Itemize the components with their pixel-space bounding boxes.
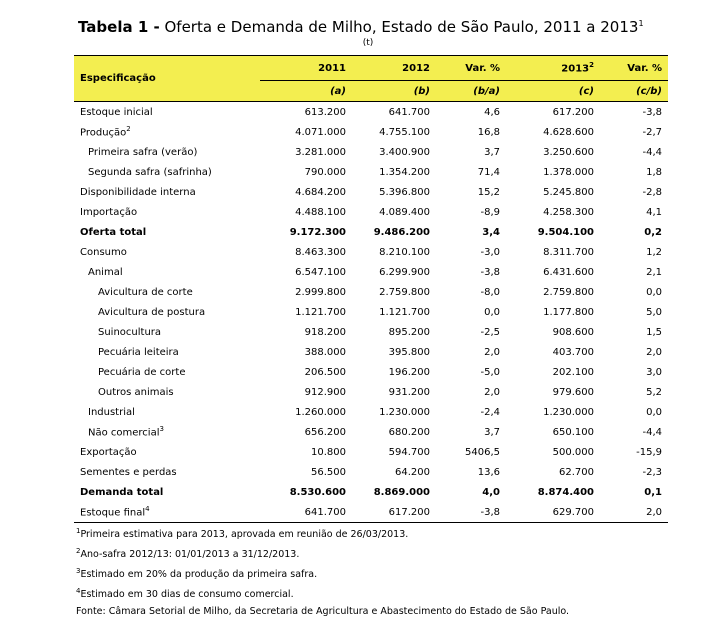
row-label-text: Suinocultura — [98, 326, 162, 338]
row-label-text: Estoque inicial — [80, 106, 153, 118]
row-value: 1,8 — [646, 166, 662, 178]
row-value: 2.759.800 — [379, 286, 430, 298]
footnote-text: Estimado em 20% da produção da primeira safra. — [80, 569, 318, 581]
row-value: 680.200 — [388, 426, 430, 438]
row-value: 617.200 — [352, 502, 436, 523]
row-value: 5,0 — [646, 306, 662, 318]
row-value: 9.486.200 — [373, 226, 430, 238]
row-label-text: Oferta total — [80, 226, 147, 238]
table-title — [78, 18, 644, 36]
table-row — [74, 482, 668, 502]
table-row — [74, 102, 668, 123]
row-label — [74, 122, 260, 142]
table-row — [74, 182, 668, 202]
row-value: 1.378.000 — [543, 166, 594, 178]
footnote — [76, 543, 569, 563]
row-label-text: Estoque final — [80, 507, 146, 519]
header-2013-label: 2013 — [561, 63, 590, 75]
row-value: 1.230.000 — [543, 406, 594, 418]
row-label-text: Exportação — [80, 446, 137, 458]
row-value: -2,3 — [642, 466, 662, 478]
row-value: 4,1 — [646, 206, 662, 218]
row-label-text: Outros animais — [98, 386, 174, 398]
row-value: 0,0 — [646, 406, 662, 418]
row-value: 206.500 — [304, 366, 346, 378]
row-value: 629.700 — [506, 502, 600, 523]
table-title-text: Oferta e Demanda de Milho, Estado de São Paulo, 2011 a 2013 — [164, 18, 639, 36]
source-note — [76, 604, 569, 620]
row-value: 202.100 — [552, 366, 594, 378]
row-value: 15,2 — [477, 186, 500, 198]
table-row — [74, 362, 668, 382]
row-value: 3,7 — [484, 146, 500, 158]
row-label — [74, 502, 260, 523]
row-value: 5.396.800 — [379, 186, 430, 198]
row-value: 2,0 — [484, 386, 500, 398]
row-label — [74, 242, 260, 262]
row-value: 918.200 — [304, 326, 346, 338]
row-value: 4.089.400 — [379, 206, 430, 218]
row-value: 403.700 — [552, 346, 594, 358]
footnote-text: Fonte: Câmara Setorial de Milho, da Secretaria de Agricultura e Abastecimento do Estado de São Paulo. — [76, 605, 570, 617]
row-label-text: Não comercial — [88, 427, 160, 439]
row-label — [74, 162, 260, 182]
row-value: -15,9 — [636, 446, 662, 458]
header-var-cb: Var. % — [600, 56, 668, 81]
row-value: 2,1 — [646, 266, 662, 278]
supply-demand-table — [74, 55, 668, 523]
row-value: 613.200 — [304, 106, 346, 118]
header-var-ba: Var. % — [436, 56, 506, 81]
header-2012: 2012 — [352, 56, 436, 81]
row-value: 650.100 — [552, 426, 594, 438]
table-body — [74, 102, 668, 523]
footnote-text: Ano-safra 2012/13: 01/01/2013 a 31/12/2013. — [80, 549, 300, 561]
header-2013-footnote-ref: 2 — [589, 61, 594, 70]
row-value: 641.700 — [260, 502, 352, 523]
row-value: 8.463.300 — [295, 246, 346, 258]
row-value: 895.200 — [388, 326, 430, 338]
row-value: 1.230.000 — [379, 406, 430, 418]
row-value: 9.172.300 — [289, 226, 346, 238]
row-value: 13,6 — [477, 466, 500, 478]
row-value: 790.000 — [304, 166, 346, 178]
table-row — [74, 302, 668, 322]
row-footnote-ref: 2 — [126, 125, 131, 134]
row-label — [74, 182, 260, 202]
row-value: 4,0 — [482, 486, 500, 498]
row-value: -2,8 — [642, 186, 662, 198]
row-value: 0,0 — [484, 306, 500, 318]
header-2011: 2011 — [260, 56, 352, 81]
row-value: 1.260.000 — [295, 406, 346, 418]
header-sub-ba: (b/a) — [436, 81, 506, 102]
row-label — [74, 462, 260, 482]
table-row — [74, 162, 668, 182]
row-value: -3,0 — [480, 246, 500, 258]
row-value: -2,5 — [480, 326, 500, 338]
header-sub-b: (b) — [352, 81, 436, 102]
row-value: 8.874.400 — [537, 486, 594, 498]
row-value: 196.200 — [388, 366, 430, 378]
footnote-text: Estimado em 30 dias de consumo comercial. — [80, 589, 294, 601]
row-label — [74, 322, 260, 342]
row-label-text: Pecuária leiteira — [98, 346, 179, 358]
row-label-text: Pecuária de corte — [98, 366, 186, 378]
row-value: 912.900 — [304, 386, 346, 398]
row-value: 4.628.600 — [543, 126, 594, 138]
row-value: 64.200 — [395, 466, 430, 478]
row-value: 0,0 — [646, 286, 662, 298]
row-value: -2,4 — [480, 406, 500, 418]
table-row — [74, 122, 668, 142]
row-label-text: Produção — [80, 127, 127, 139]
row-footnote-ref: 4 — [145, 505, 150, 514]
row-label — [74, 442, 260, 462]
table-row — [74, 422, 668, 442]
row-value: 5406,5 — [465, 446, 500, 458]
footnote — [76, 583, 569, 603]
row-value: 5,2 — [646, 386, 662, 398]
header-specification: Especificação — [74, 56, 260, 102]
row-value: 0,2 — [644, 226, 662, 238]
row-value: 62.700 — [559, 466, 594, 478]
row-value: 1,2 — [646, 246, 662, 258]
row-value: 9.504.100 — [537, 226, 594, 238]
row-value: 4.258.300 — [543, 206, 594, 218]
row-value: -3,8 — [436, 502, 506, 523]
row-label-text: Avicultura de postura — [98, 306, 206, 318]
table-row — [74, 202, 668, 222]
row-label — [74, 102, 260, 123]
row-label-text: Importação — [80, 206, 138, 218]
table-row — [74, 242, 668, 262]
row-value: -3,8 — [480, 266, 500, 278]
row-label — [74, 362, 260, 382]
row-value: 8.311.700 — [543, 246, 594, 258]
table-row — [74, 322, 668, 342]
row-label-text: Demanda total — [80, 486, 164, 498]
row-label-text: Primeira safra (verão) — [88, 146, 198, 158]
row-value: 388.000 — [304, 346, 346, 358]
table-row — [74, 342, 668, 362]
table-row — [74, 462, 668, 482]
footnote — [76, 563, 569, 583]
row-value: 4.488.100 — [295, 206, 346, 218]
row-value: 931.200 — [388, 386, 430, 398]
row-label — [74, 422, 260, 442]
row-value: 8.530.600 — [289, 486, 346, 498]
row-value: 3.281.000 — [295, 146, 346, 158]
row-value: 2,0 — [484, 346, 500, 358]
row-value: 3,4 — [482, 226, 500, 238]
row-value: 2.759.800 — [543, 286, 594, 298]
table-row — [74, 142, 668, 162]
row-label-text: Segunda safra (safrinha) — [88, 166, 212, 178]
row-value: -2,7 — [642, 126, 662, 138]
row-label — [74, 202, 260, 222]
row-value: 1.354.200 — [379, 166, 430, 178]
row-value: 4.755.100 — [379, 126, 430, 138]
unit-label: (t) — [362, 38, 374, 48]
row-label — [74, 302, 260, 322]
row-value: 3,0 — [646, 366, 662, 378]
row-value: -8,0 — [480, 286, 500, 298]
row-value: 656.200 — [304, 426, 346, 438]
row-value: 1.121.700 — [295, 306, 346, 318]
row-value: 0,1 — [644, 486, 662, 498]
row-label-text: Disponibilidade interna — [80, 186, 196, 198]
row-value: 500.000 — [552, 446, 594, 458]
row-label — [74, 482, 260, 502]
row-label-text: Avicultura de corte — [98, 286, 193, 298]
row-value: -4,4 — [642, 146, 662, 158]
row-value: 617.200 — [552, 106, 594, 118]
footnote-number: 3 — [76, 567, 81, 576]
row-label-text: Consumo — [80, 246, 127, 258]
row-value: 3.400.900 — [379, 146, 430, 158]
footnote-number: 4 — [76, 587, 81, 596]
row-value: -4,4 — [642, 426, 662, 438]
row-value: 71,4 — [477, 166, 500, 178]
footnote-number: 1 — [76, 527, 81, 535]
table-row — [74, 262, 668, 282]
row-label — [74, 282, 260, 302]
row-value: 16,8 — [477, 126, 500, 138]
table-row — [74, 402, 668, 422]
row-label — [74, 142, 260, 162]
row-label-text: Animal — [88, 266, 123, 278]
row-value: -3,8 — [642, 106, 662, 118]
row-value: 4.684.200 — [295, 186, 346, 198]
row-label-text: Sementes e perdas — [80, 466, 177, 478]
row-value: 908.600 — [552, 326, 594, 338]
row-value: 8.869.000 — [373, 486, 430, 498]
row-label — [74, 402, 260, 422]
row-footnote-ref: 3 — [159, 425, 164, 434]
row-label — [74, 342, 260, 362]
table-row — [74, 222, 668, 242]
footnotes — [76, 523, 569, 620]
row-value: 594.700 — [388, 446, 430, 458]
row-value: 5.245.800 — [543, 186, 594, 198]
row-value: 6.547.100 — [295, 266, 346, 278]
row-value: 4.071.000 — [295, 126, 346, 138]
table-title-number: Tabela 1 - — [78, 18, 160, 36]
footnote-number: 2 — [76, 547, 81, 556]
row-label — [74, 222, 260, 242]
row-value: 395.800 — [388, 346, 430, 358]
row-value: 979.600 — [552, 386, 594, 398]
row-value: 1.121.700 — [379, 306, 430, 318]
table-header — [74, 56, 668, 102]
footnote — [76, 523, 569, 543]
footnote-text: Primeira estimativa para 2013, aprovada em reunião de 26/03/2013. — [80, 529, 409, 541]
row-value: 10.800 — [311, 446, 346, 458]
table-row — [74, 502, 668, 523]
header-sub-cb: (c/b) — [600, 81, 668, 102]
row-value: 641.700 — [388, 106, 430, 118]
row-value: 3,7 — [484, 426, 500, 438]
table-row — [74, 442, 668, 462]
table-title-footnote-ref: 1 — [638, 19, 644, 28]
row-value: 1.177.800 — [543, 306, 594, 318]
row-value: 56.500 — [311, 466, 346, 478]
row-value: 6.431.600 — [543, 266, 594, 278]
table-row — [74, 382, 668, 402]
row-label — [74, 262, 260, 282]
row-value: 2,0 — [600, 502, 668, 523]
table-row — [74, 282, 668, 302]
row-value: 2,0 — [646, 346, 662, 358]
row-value: -8,9 — [480, 206, 500, 218]
row-value: 4,6 — [484, 106, 500, 118]
header-sub-a: (a) — [260, 81, 352, 102]
row-value: 3.250.600 — [543, 146, 594, 158]
header-sub-c: (c) — [506, 81, 600, 102]
row-value: 6.299.900 — [379, 266, 430, 278]
header-2013 — [506, 56, 600, 81]
row-value: 8.210.100 — [379, 246, 430, 258]
row-value: 2.999.800 — [295, 286, 346, 298]
row-label-text: Industrial — [88, 406, 135, 418]
row-label — [74, 382, 260, 402]
row-value: 1,5 — [646, 326, 662, 338]
row-value: -5,0 — [480, 366, 500, 378]
